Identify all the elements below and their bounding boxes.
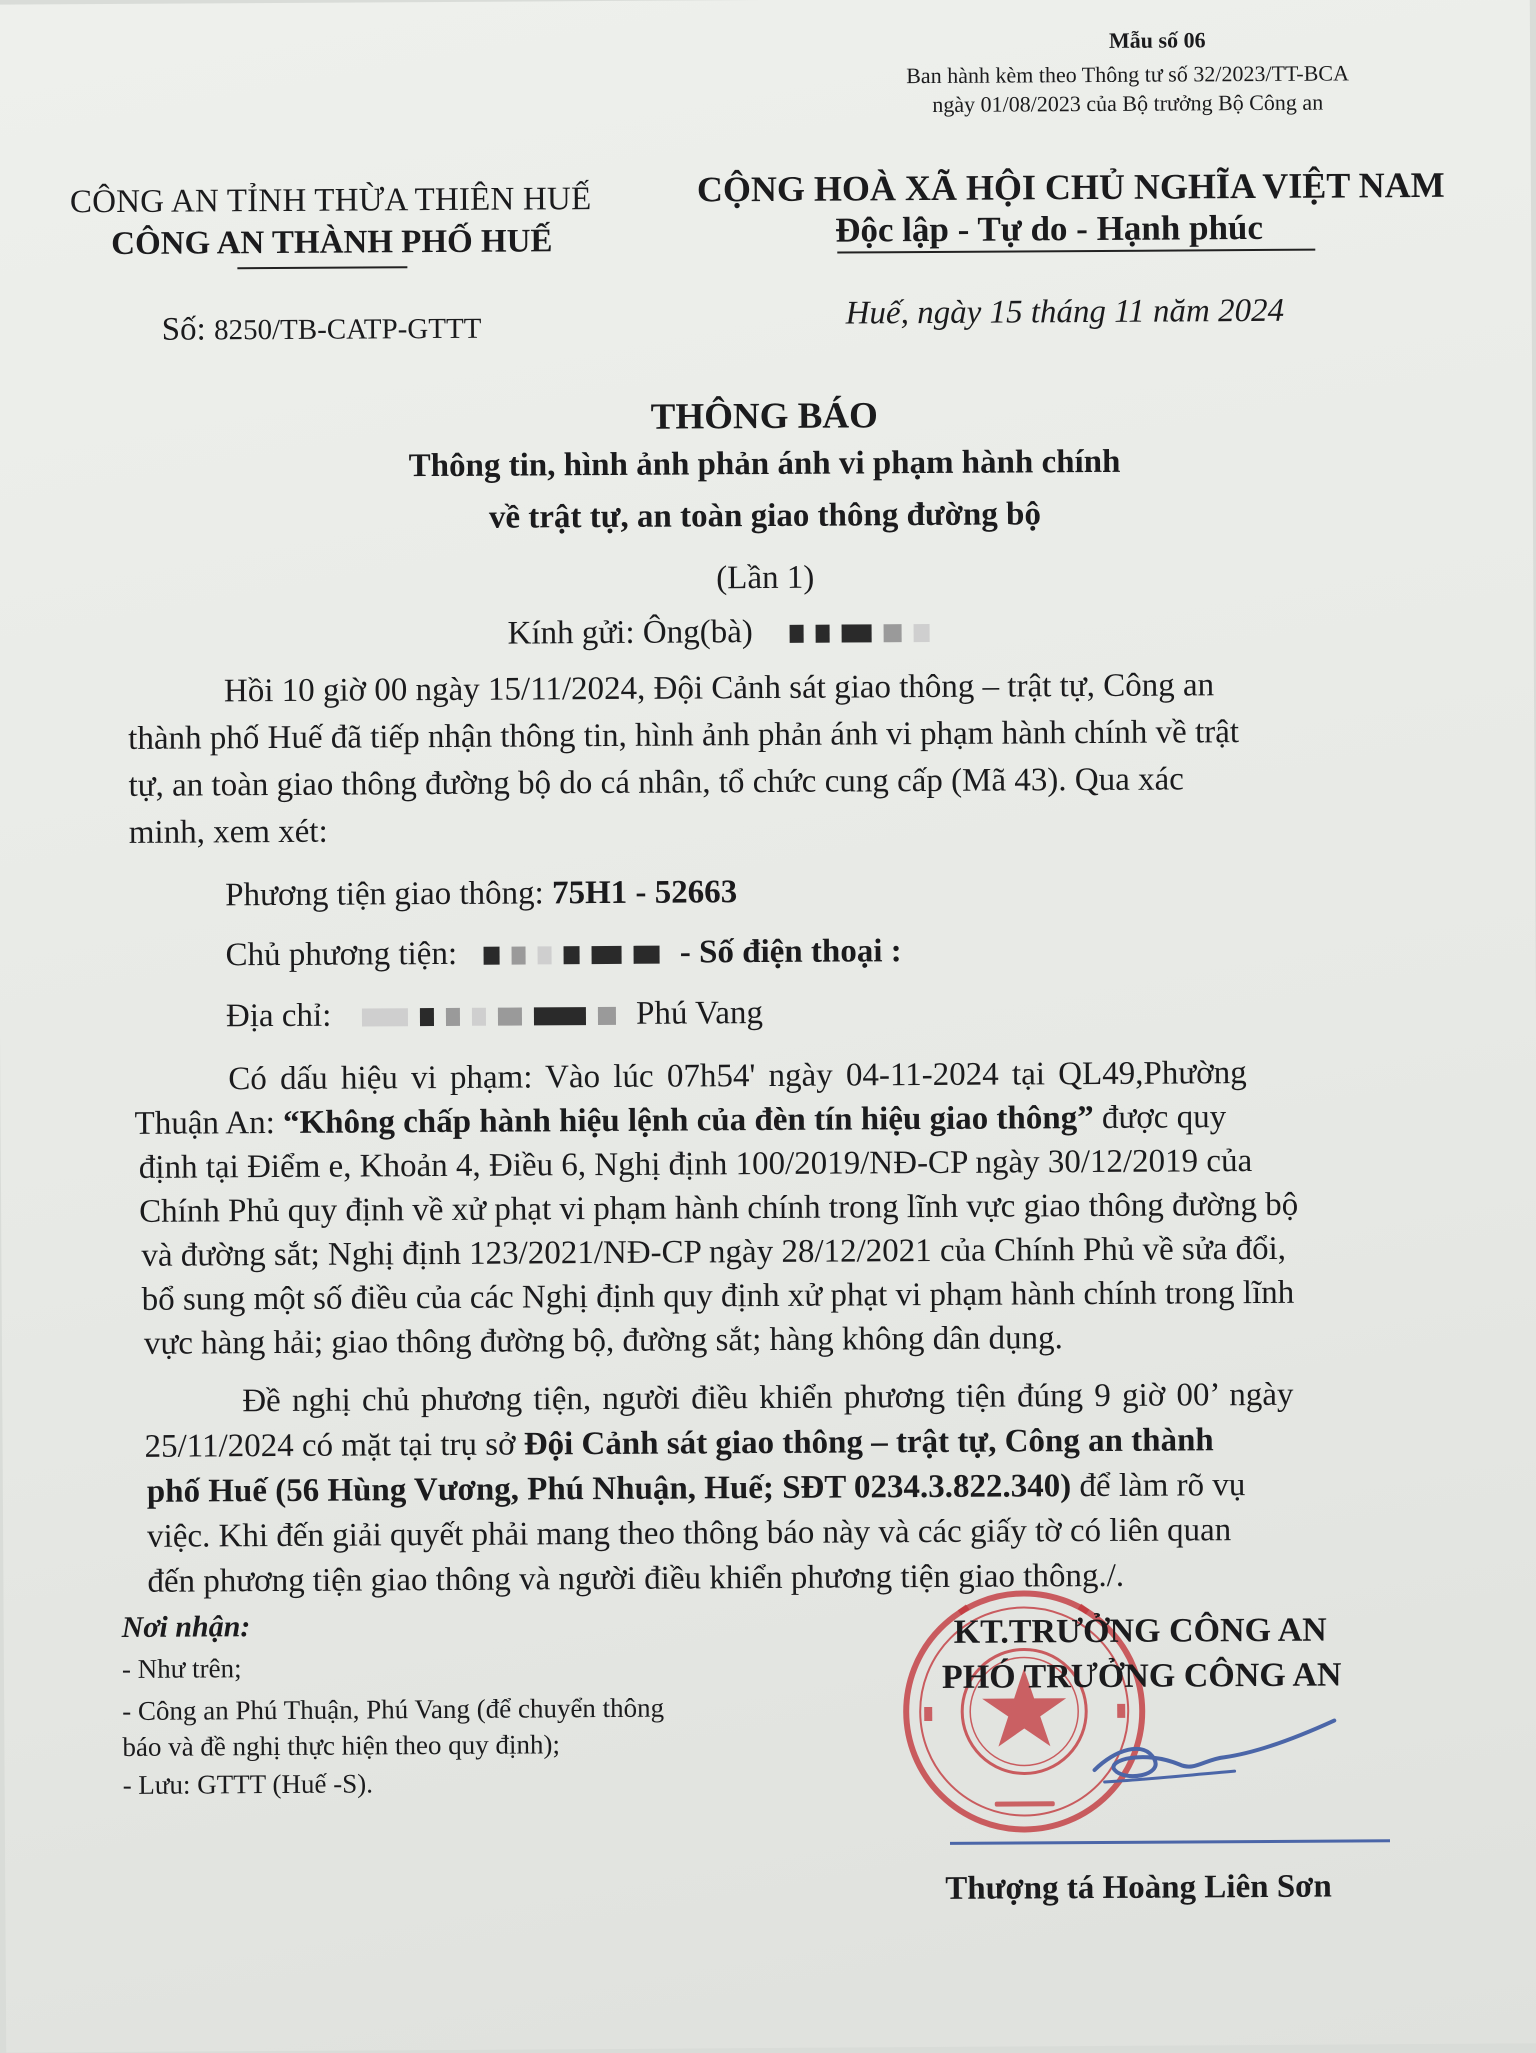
recipients-heading: Nơi nhận:: [121, 1610, 251, 1644]
addressee: [508, 613, 942, 653]
redacted-address: [362, 1009, 408, 1027]
agency-underline: [237, 266, 407, 269]
redacted-owner: [564, 947, 580, 965]
signatory-title-1: KT.TRƯỞNG CÔNG AN: [953, 1611, 1327, 1651]
redacted-owner: [512, 947, 526, 965]
addressee-label: Kính gửi: Ông(bà): [507, 614, 753, 652]
signatory-name: Thượng tá Hoàng Liên Sơn: [945, 1868, 1332, 1907]
violation-line-1: Có dấu hiệu vi phạm: Vào lúc 07h54' ngày 04-11-2024 tại QL49,Phường: [228, 1055, 1247, 1098]
redacted-owner: [634, 946, 660, 964]
vehicle-label: Phương tiện giao thông:: [225, 875, 544, 914]
violation-line-7: vực hàng hải; giao thông đường bộ, đường sắt; hàng không dân dụng.: [143, 1320, 1063, 1362]
document-title: THÔNG BÁO: [650, 395, 878, 438]
violation-line-5: và đường sắt; Nghị định 123/2021/NĐ-CP ngày 28/12/2021 của Chính Phủ về sửa đổi,: [141, 1230, 1287, 1274]
recipient-item: - Lưu: GTTT (Huế -S).: [122, 1768, 374, 1800]
redacted-owner: [592, 946, 622, 964]
signature-line: [950, 1839, 1390, 1845]
request-office: Đội Cảnh sát giao thông – trật tự, Công an thành: [523, 1422, 1214, 1463]
address-line: [226, 995, 763, 1035]
violation-line-3: định tại Điểm e, Khoản 4, Điều 6, Nghị định 100/2019/NĐ-CP ngày 30/12/2019 của: [138, 1143, 1253, 1186]
violation-line-4: Chính Phủ quy định về xử phạt vi phạm hành chính trong lĩnh vực giao thông đường bộ: [139, 1186, 1299, 1230]
violation-location: Thuận An:: [134, 1104, 284, 1142]
redacted-address: [598, 1007, 616, 1025]
dateline: Huế, ngày 15 tháng 11 năm 2024: [845, 292, 1285, 332]
address-district: Phú Vang: [635, 995, 764, 1032]
redacted-name: [789, 625, 803, 643]
request-line-5: đến phương tiện giao thông và người điều khiển phương tiện giao thông./.: [147, 1557, 1125, 1600]
redacted-owner: [484, 947, 500, 965]
form-issuance-line-1: Ban hành kèm theo Thông tư số 32/2023/TT-BCA: [906, 60, 1350, 89]
document-number-label: Số:: [161, 311, 206, 348]
intro-line-3: tự, an toàn giao thông đường bộ do cá nhân, tổ chức cung cấp (Mã 43). Qua xác: [128, 761, 1184, 804]
redacted-name: [883, 625, 901, 643]
redacted-name: [841, 625, 871, 643]
recipient-item: - Như trên;: [121, 1653, 242, 1684]
redacted-address: [498, 1008, 522, 1026]
redacted-name: [815, 625, 829, 643]
agency-unit: CÔNG AN THÀNH PHỐ HUẾ: [111, 223, 553, 262]
signatory-title-2: PHÓ TRƯỞNG CÔNG AN: [941, 1656, 1342, 1696]
request-line-2-start: 25/11/2024 có mặt tại trụ sở: [144, 1426, 524, 1465]
document-subtitle-1: Thông tin, hình ảnh phản ánh vi phạm hành chính: [408, 443, 1121, 485]
violation-offense: “Không chấp hành hiệu lệnh của đèn tín hiệu giao thông”: [282, 1100, 1094, 1141]
nation-name: CỘNG HOÀ XÃ HỘI CHỦ NGHĨA VIỆT NAM: [696, 164, 1445, 210]
recipient-item: báo và đề nghị thực hiện theo quy định);: [122, 1729, 561, 1762]
intro-line-2: thành phố Huế đã tiếp nhận thông tin, hình ảnh phản ánh vi phạm hành chính về trật: [128, 714, 1240, 757]
document-subtitle-2: về trật tự, an toàn giao thông đường bộ: [488, 496, 1042, 536]
request-line-2: [144, 1422, 1213, 1466]
agency-parent: CÔNG AN TỈNH THỪA THIÊN HUẾ: [69, 181, 592, 221]
national-motto: Độc lập - Tự do - Hạnh phúc: [835, 207, 1264, 250]
document-number-value: 8250/TB-CATP-GTTT: [213, 312, 482, 347]
request-line-1: Đề nghị chủ phương tiện, người điều khiển phương tiện đúng 9 giờ 00’ ngày: [242, 1376, 1294, 1420]
request-line-3: [147, 1467, 1246, 1511]
request-line-3-tail: để làm rõ vụ: [1071, 1467, 1246, 1505]
handwritten-signature: [1084, 1708, 1345, 1800]
intro-line-4: minh, xem xét:: [128, 813, 328, 851]
violation-line-6: bổ sung một số điều của các Nghị định quy định xử phạt vi phạm hành chính trong lĩnh: [141, 1274, 1295, 1318]
request-office-address: phố Huế (56 Hùng Vương, Phú Nhuận, Huế; SĐT 0234.3.822.340): [146, 1468, 1072, 1510]
redacted-address: [420, 1008, 434, 1026]
violation-line-2-tail: được quy: [1093, 1099, 1227, 1137]
document-number: [162, 310, 482, 349]
form-issuance-line-2: ngày 01/08/2023 của Bộ trưởng Bộ Công an: [932, 89, 1324, 117]
vehicle-line: [225, 874, 737, 914]
owner-label: Chủ phương tiện:: [225, 935, 458, 974]
redacted-address: [472, 1008, 486, 1026]
redacted-name: [913, 624, 929, 642]
form-number: Mẫu số 06: [1108, 27, 1206, 53]
intro-line-1: Hồi 10 giờ 00 ngày 15/11/2024, Đội Cảnh sát giao thông – trật tự, Công an: [223, 667, 1215, 710]
license-plate: 75H1 - 52663: [551, 874, 738, 912]
request-line-4: việc. Khi đến giải quyết phải mang theo thông báo này và các giấy tờ có liên quan: [147, 1512, 1232, 1555]
recipient-item: - Công an Phú Thuận, Phú Vang (để chuyển thông: [122, 1692, 665, 1726]
address-label: Địa chỉ:: [225, 997, 332, 1035]
redacted-address: [446, 1008, 460, 1026]
violation-line-2: [134, 1099, 1226, 1143]
notice-round: (Lần 1): [716, 559, 815, 597]
redacted-address: [534, 1008, 586, 1026]
form-issuance-note: [906, 58, 1349, 119]
owner-line: [225, 933, 901, 974]
redacted-owner: [538, 947, 552, 965]
phone-label: - Số điện thoại :: [679, 933, 902, 971]
